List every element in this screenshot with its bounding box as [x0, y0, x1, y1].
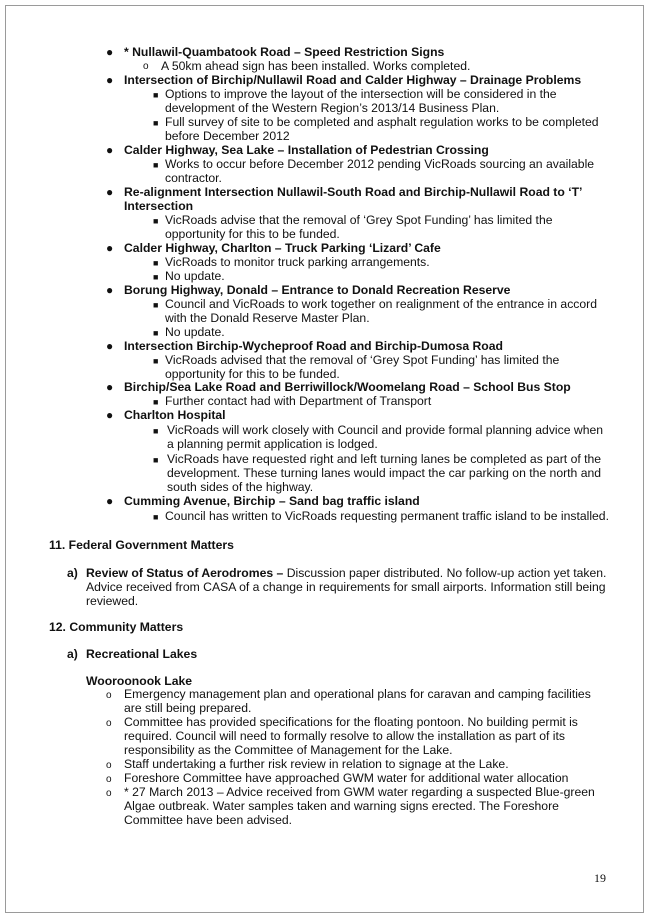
road-item-title: Cumming Avenue, Birchip – Sand bag traffic island — [124, 494, 420, 508]
road-item-note-cont: contractor. — [165, 171, 222, 185]
page-number: 19 — [594, 871, 606, 885]
square-bullet-icon: ■ — [153, 272, 159, 282]
square-bullet-icon: ■ — [153, 160, 159, 170]
square-bullet-icon: ■ — [153, 300, 159, 310]
section-heading: 11. Federal Government Matters — [49, 538, 234, 552]
road-item-title: Birchip/Sea Lake Road and Berriwillock/Woomelang Road – School Bus Stop — [124, 380, 571, 394]
road-item-note: A 50km ahead sign has been installed. Works completed. — [161, 59, 471, 73]
road-item-note: No update. — [165, 325, 225, 339]
disc-bullet-icon: ● — [106, 143, 114, 157]
lake-item-cont: responsibility as the Committee of Management for the Lake. — [124, 743, 453, 757]
aerodromes-item — [86, 567, 606, 581]
road-item-note: VicRoads will work closely with Council and provide formal planning advice when — [167, 423, 604, 437]
circle-bullet-icon: o — [106, 774, 112, 785]
square-bullet-icon: ■ — [153, 512, 159, 522]
item-title: Review of Status of Aerodromes – — [86, 566, 284, 580]
square-bullet-icon: ■ — [153, 455, 159, 465]
disc-bullet-icon: ● — [106, 73, 114, 87]
road-item-note-cont: a planning permit application is lodged. — [167, 437, 378, 451]
road-item-note-cont: opportunity for this to be funded. — [165, 367, 340, 381]
road-item-title-cont: Intersection — [124, 199, 194, 213]
lake-subheading: Wooroonook Lake — [86, 674, 193, 688]
square-bullet-icon: ■ — [153, 328, 159, 338]
section-heading: 12. Community Matters — [49, 620, 184, 634]
item-text: Discussion paper distributed. No follow-up action yet taken. — [283, 566, 607, 580]
road-item-note-cont: opportunity for this to be funded. — [165, 227, 340, 241]
road-item-note: Works to occur before December 2012 pending VicRoads sourcing an available — [165, 157, 595, 171]
square-bullet-icon: ■ — [153, 118, 159, 128]
disc-bullet-icon: ● — [106, 380, 114, 394]
circle-bullet-icon: o — [143, 61, 149, 72]
lake-item-cont: are still being prepared. — [124, 701, 252, 715]
square-bullet-icon: ■ — [153, 216, 159, 226]
road-item-note: VicRoads advise that the removal of ‘Grey Spot Funding’ has limited the — [165, 213, 553, 227]
circle-bullet-icon: o — [106, 760, 112, 771]
lake-item: Committee has provided specifications for the floating pontoon. No building permit is — [124, 715, 578, 729]
road-item-note: VicRoads advised that the removal of ‘Grey Spot Funding’ has limited the — [165, 353, 560, 367]
square-bullet-icon: ■ — [153, 426, 159, 436]
disc-bullet-icon: ● — [106, 494, 114, 508]
lake-item-cont: Algae outbreak. Water samples taken and warning signs erected. The Foreshore — [124, 799, 559, 813]
circle-bullet-icon: o — [106, 690, 112, 701]
lake-item: Staff undertaking a further risk review in relation to signage at the Lake. — [124, 757, 509, 771]
item-text-cont: reviewed. — [86, 594, 139, 608]
lake-item: * 27 March 2013 – Advice received from GWM water regarding a suspected Blue-green — [124, 785, 595, 799]
road-item-note-cont: development of the Western Region’s 2013/14 Business Plan. — [165, 101, 500, 115]
item-marker: a) — [67, 566, 78, 580]
disc-bullet-icon: ● — [106, 241, 114, 255]
item-marker: a) — [67, 647, 78, 661]
disc-bullet-icon: ● — [106, 185, 114, 199]
circle-bullet-icon: o — [106, 788, 112, 799]
road-item-title: * Nullawil-Quambatook Road – Speed Restriction Signs — [124, 45, 445, 59]
road-item-note: Options to improve the layout of the intersection will be considered in the — [165, 87, 557, 101]
square-bullet-icon: ■ — [153, 397, 159, 407]
road-item-title: Intersection Birchip-Wycheproof Road and Birchip-Dumosa Road — [124, 339, 503, 353]
road-item-title: Intersection of Birchip/Nullawil Road and Calder Highway – Drainage Problems — [124, 73, 582, 87]
road-item-title: Calder Highway, Sea Lake – Installation of Pedestrian Crossing — [124, 143, 489, 157]
square-bullet-icon: ■ — [153, 356, 159, 366]
road-item-title: Charlton Hospital — [124, 408, 226, 422]
road-item-note-cont: development. These turning lanes would impact the car parking on the north and — [167, 466, 602, 480]
road-item-note-cont: before December 2012 — [165, 129, 290, 143]
disc-bullet-icon: ● — [106, 45, 114, 59]
disc-bullet-icon: ● — [106, 339, 114, 353]
road-item-note-cont: south sides of the highway. — [167, 480, 314, 494]
road-item-title: Calder Highway, Charlton – Truck Parking ‘Lizard’ Cafe — [124, 241, 441, 255]
item-text-cont: Advice received from CASA of a change in requirements for small airports. Information still being — [86, 580, 606, 594]
road-item-note: VicRoads to monitor truck parking arrangements. — [165, 255, 430, 269]
square-bullet-icon: ■ — [153, 258, 159, 268]
circle-bullet-icon: o — [106, 718, 112, 729]
road-item-note-cont: with the Donald Reserve Master Plan. — [165, 311, 370, 325]
road-item-note: VicRoads have requested right and left turning lanes be completed as part of the — [167, 452, 602, 466]
disc-bullet-icon: ● — [106, 408, 114, 422]
disc-bullet-icon: ● — [106, 283, 114, 297]
lake-item: Emergency management plan and operational plans for caravan and camping facilities — [124, 687, 591, 701]
road-item-note: Full survey of site to be completed and asphalt regulation works to be completed — [165, 115, 599, 129]
item-title: Recreational Lakes — [86, 647, 198, 661]
road-item-note: No update. — [165, 269, 225, 283]
road-item-note: Further contact had with Department of Transport — [165, 394, 432, 408]
road-item-title: Re-alignment Intersection Nullawil-South Road and Birchip-Nullawil Road to ‘T’ — [124, 185, 583, 199]
lake-item-cont: Committee have been advised. — [124, 813, 293, 827]
road-item-note: Council has written to VicRoads requesting permanent traffic island to be installed. — [165, 509, 609, 523]
road-item-title: Borung Highway, Donald – Entrance to Donald Recreation Reserve — [124, 283, 511, 297]
road-item-note: Council and VicRoads to work together on realignment of the entrance in accord — [165, 297, 598, 311]
lake-item: Foreshore Committee have approached GWM water for additional water allocation — [124, 771, 569, 785]
square-bullet-icon: ■ — [153, 90, 159, 100]
lake-item-cont: required. Council will need to formally resolve to allow the installation as part of its — [124, 729, 565, 743]
